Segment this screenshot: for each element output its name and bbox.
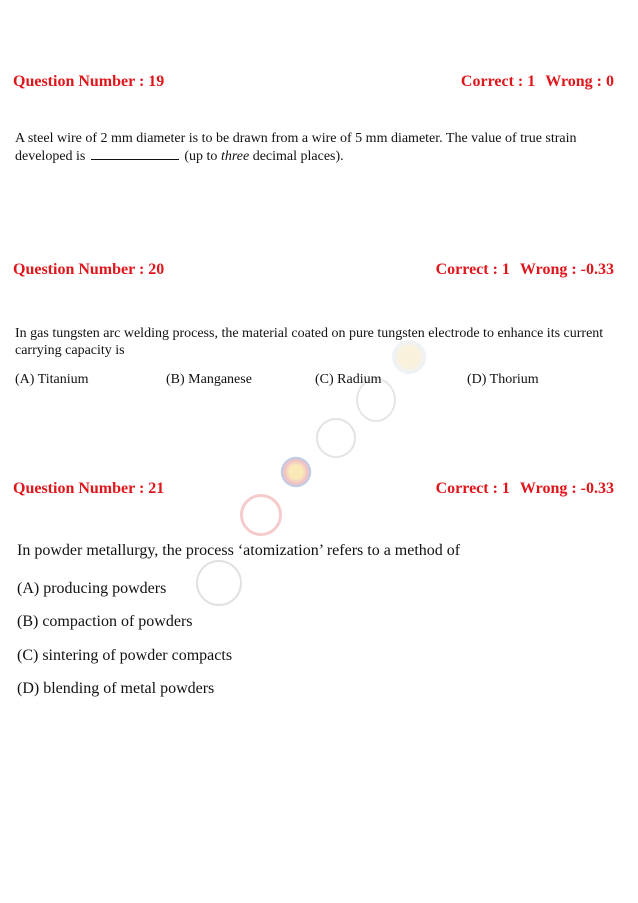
option-d: (D) blending of metal powders (17, 680, 215, 697)
option-b: (B) Manganese (166, 372, 252, 387)
watermark-seal (196, 560, 242, 606)
watermark-seal (316, 418, 356, 458)
option-b: (B) compaction of powders (17, 613, 193, 630)
question-number: Question Number : 19 (13, 73, 165, 90)
correct-marks: Correct : 1 (435, 480, 510, 497)
wrong-marks: Wrong : -0.33 (519, 480, 614, 497)
question-header (13, 479, 614, 499)
option-a: (A) producing powders (17, 580, 167, 597)
wrong-marks: Wrong : 0 (545, 73, 614, 90)
question-text: A steel wire of 2 mm diameter is to be drawn from a wire of 5 mm diameter. The value of true strain developed is (up to three decimal places). (15, 131, 577, 164)
marks-info (430, 260, 614, 280)
question-header (13, 260, 614, 280)
question-text: In gas tungsten arc welding process, the material coated on pure tungsten electrode to enhance its current carrying capacity is (15, 326, 604, 358)
option-c: (C) sintering of powder compacts (17, 647, 233, 664)
option-c: (C) Radium (315, 372, 382, 387)
correct-marks: Correct : 1 (460, 73, 536, 90)
question-number: Question Number : 20 (13, 261, 165, 278)
question-header (13, 72, 614, 92)
question-number: Question Number : 21 (13, 480, 165, 497)
option-a: (A) Titanium (15, 372, 89, 387)
correct-marks: Correct : 1 (435, 261, 510, 278)
answer-blank (91, 147, 179, 160)
question-text: In powder metallurgy, the process ‘atomization’ refers to a method of (17, 542, 461, 559)
marks-info (430, 479, 614, 499)
wrong-marks: Wrong : -0.33 (519, 261, 614, 278)
watermark-seal (240, 494, 282, 536)
option-d: (D) Thorium (467, 372, 539, 387)
marks-info (455, 72, 614, 92)
